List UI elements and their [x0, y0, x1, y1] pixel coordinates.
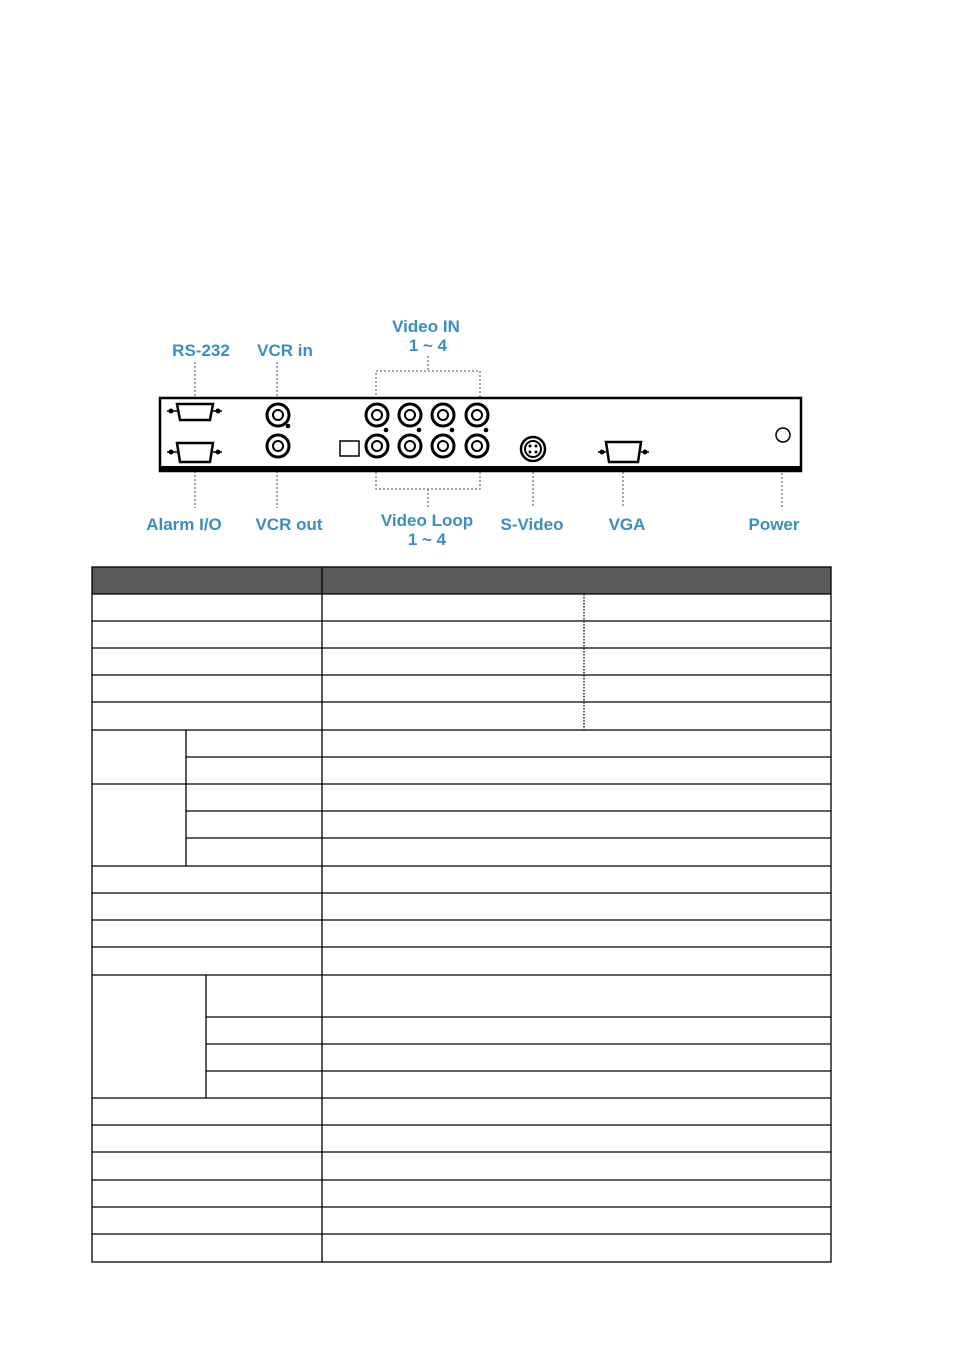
label-vcr-in: VCR in [257, 341, 313, 360]
label-vcr-out: VCR out [255, 515, 323, 534]
label-vga: VGA [608, 515, 646, 534]
label-video-loop: Video Loop [380, 511, 474, 530]
label-power: Power [748, 515, 800, 534]
label-video-in-range: 1 ~ 4 [408, 336, 448, 355]
label-alarm-io: Alarm I/O [146, 515, 222, 534]
label-video-loop-range: 1 ~ 4 [407, 530, 447, 549]
spec-table-header [92, 567, 831, 594]
label-video-in: Video IN [392, 317, 460, 336]
label-svideo: S-Video [500, 515, 564, 534]
label-rs232: RS-232 [172, 341, 230, 360]
